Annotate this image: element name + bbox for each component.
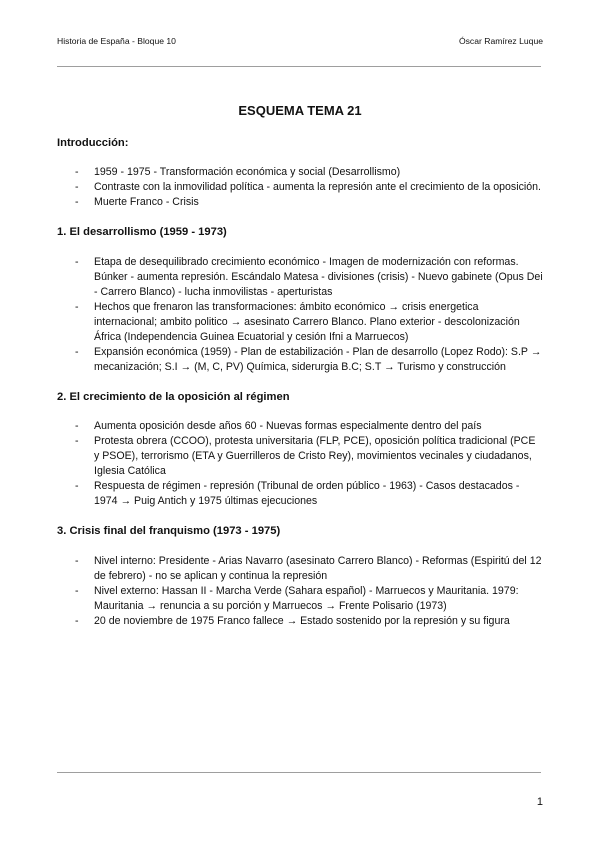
list-item-text: Muerte Franco - Crisis [94, 196, 199, 208]
list-item-text: Expansión económica (1959) - Plan de estabilización - Plan de desarrollo (Lopez Rodo): S.P → mecanización; S.I → (M, C, PV) Química, siderurgia B.C; S.T → Turismo y construcción [94, 346, 542, 373]
page-number: 1 [536, 796, 543, 808]
document-body [57, 136, 543, 629]
page-title: ESQUEMA TEMA 21 [238, 103, 362, 118]
section-introduccion [57, 136, 543, 210]
section-oposicion [57, 390, 543, 509]
footer-divider [57, 772, 541, 773]
list-item: - Etapa de desequilibrado crecimiento económico - Imagen de modernización con reformas. Búnker - aumenta represión. Escándalo Matesa - divisiones (crisis) - Nuevo gabinete (Opus Dei - Carrero Blanco) - lucha inmovilistas - aperturistas [75, 256, 543, 298]
list-item-text: Nivel externo: Hassan II - Marcha Verde (Sahara español) - Marruecos y Mauritania. 1979: Mauritania → renuncia a su porción y Marruecos → Frente Polisario (1973) [94, 585, 519, 612]
list-item: - Contraste con la inmovilidad política - aumenta la represión ante el crecimiento de la oposición. [75, 181, 541, 193]
list-item: - 20 de noviembre de 1975 Franco fallece → Estado sostenido por la represión y su figura [75, 615, 510, 627]
header-divider [57, 66, 541, 67]
section-heading: Introducción: [57, 137, 129, 149]
section-desarrollismo [57, 225, 543, 375]
list-item-text: Protesta obrera (CCOO), protesta universitaria (FLP, PCE), oposición política tradicional (PCE y PSOE), terrorismo (ETA y Guerrilleros de Cristo Rey), movimientos vecinales y ciudadanos, Iglesia Católica [94, 435, 536, 477]
list-item: - Muerte Franco - Crisis [75, 196, 199, 208]
list-item: - Nivel interno: Presidente - Arias Navarro (asesinato Carrero Blanco) - Reformas (Espiritú del 12 de febrero) - no se aplican y continua la represión [75, 555, 542, 582]
bullet-list [57, 554, 543, 629]
list-item: - 1959 - 1975 - Transformación económica y social (Desarrollismo) [75, 166, 401, 178]
list-item-text: Hechos que frenaron las transformaciones: ámbito económico → crisis energetica internacional; ambito politico → asesinato Carrero Blanco. Plano exterior - descolonización África (Independencia Guinea Ecuatorial y cesión Ifni a Marruecos) [94, 301, 520, 343]
list-item: - Nivel externo: Hassan II - Marcha Verde (Sahara español) - Marruecos y Mauritania. 1979: Mauritania → renuncia a su porción y Marruecos → Frente Polisario (1973) [75, 585, 519, 612]
section-heading: 1. El desarrollismo (1959 - 1973) [57, 226, 227, 238]
bullet-list [57, 419, 543, 509]
section-crisis-final [57, 524, 543, 629]
list-item-text: Contraste con la inmovilidad política - aumenta la represión ante el crecimiento de la oposición. [94, 181, 541, 193]
list-item-text: Nivel interno: Presidente - Arias Navarro (asesinato Carrero Blanco) - Reformas (Espiritú del 12 de febrero) - no se aplican y continua la represión [94, 555, 542, 582]
list-item-text: Aumenta oposición desde años 60 - Nuevas formas especialmente dentro del país [94, 420, 482, 432]
bullet-list [57, 165, 543, 210]
section-heading: 2. El crecimiento de la oposición al régimen [57, 391, 290, 403]
list-item: - Protesta obrera (CCOO), protesta universitaria (FLP, PCE), oposición política tradicional (PCE y PSOE), terrorismo (ETA y Guerrilleros de Cristo Rey), movimientos vecinales y ciudadanos, Iglesia Católica [75, 435, 536, 477]
list-item: - Respuesta de régimen - represión (Tribunal de orden público - 1963) - Casos destacados - 1974 → Puig Antich y 1975 últimas ejecuciones [75, 480, 520, 507]
list-item: - Aumenta oposición desde años 60 - Nuevas formas especialmente dentro del país [75, 420, 482, 432]
bullet-list [57, 255, 543, 375]
section-heading: 3. Crisis final del franquismo (1973 - 1975) [57, 525, 281, 537]
header-author: Óscar Ramírez Luque [458, 36, 543, 46]
header-subject: Historia de España - Bloque 10 [57, 36, 176, 46]
list-item-text: 1959 - 1975 - Transformación económica y social (Desarrollismo) [94, 166, 401, 178]
list-item-text: Etapa de desequilibrado crecimiento económico - Imagen de modernización con reformas. Búnker - aumenta represión. Escándalo Matesa - divisiones (crisis) - Nuevo gabinete (Opus Dei - Carrero Blanco) - lucha inmovilistas - aperturistas [94, 256, 543, 298]
list-item: - Hechos que frenaron las transformaciones: ámbito económico → crisis energetica internacional; ambito politico → asesinato Carrero Blanco. Plano exterior - descolonización África (Independencia Guinea Ecuatorial y cesión Ifni a Marruecos) [75, 301, 520, 343]
list-item-text: 20 de noviembre de 1975 Franco fallece → Estado sostenido por la represión y su figura [94, 615, 510, 627]
list-item: - Expansión económica (1959) - Plan de estabilización - Plan de desarrollo (Lopez Rodo): S.P → mecanización; S.I → (M, C, PV) Química, siderurgia B.C; S.T → Turismo y construcción [75, 346, 542, 373]
list-item-text: Respuesta de régimen - represión (Tribunal de orden público - 1963) - Casos destacados - 1974 → Puig Antich y 1975 últimas ejecuciones [94, 480, 520, 507]
